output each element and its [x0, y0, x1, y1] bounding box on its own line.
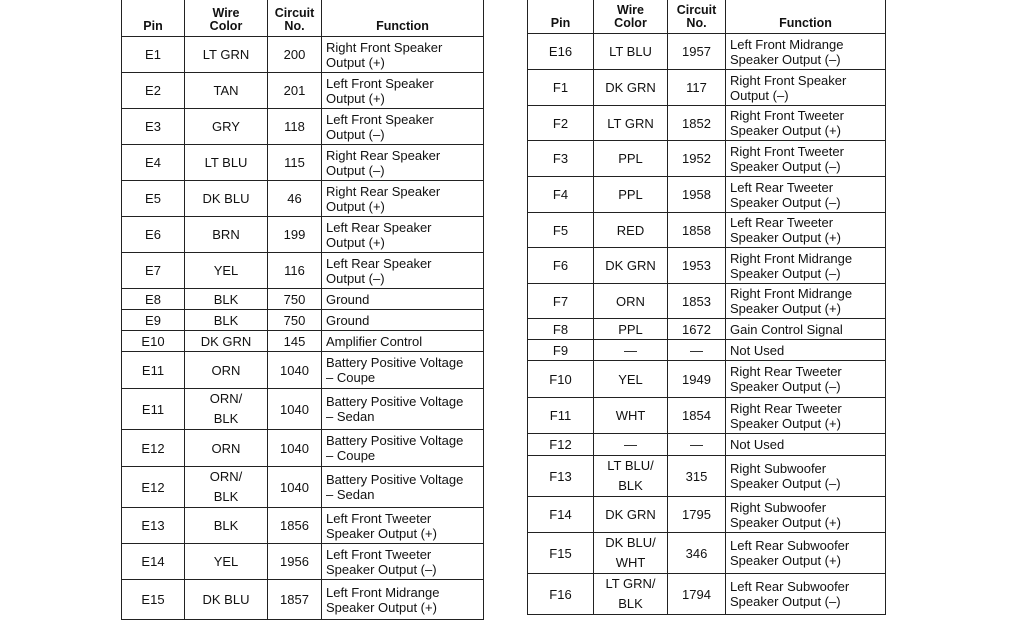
header-function: Function — [322, 0, 484, 37]
pin-cell: E5 — [122, 181, 185, 217]
circuit-cell: 750 — [268, 289, 322, 310]
function-cell: Right Subwoofer Speaker Output (–) — [726, 456, 886, 497]
table-row — [528, 248, 886, 284]
circuit-cell: 1956 — [268, 544, 322, 580]
circuit-cell: 1856 — [268, 508, 322, 544]
circuit-cell: 315 — [668, 456, 726, 497]
function-cell: Left Rear Speaker Output (–) — [322, 253, 484, 289]
wire-color-cell: BLK — [185, 310, 268, 331]
pin-cell: F5 — [528, 213, 594, 248]
circuit-cell: 346 — [668, 533, 726, 574]
header-circuit-no — [668, 0, 726, 34]
wire-color-cell: ORN — [185, 352, 268, 389]
pin-table-left — [121, 0, 484, 620]
table-row — [528, 434, 886, 456]
header-function: Function — [726, 0, 886, 34]
function-cell: Not Used — [726, 434, 886, 456]
function-cell: Battery Positive Voltage – Sedan — [322, 389, 484, 430]
table-row — [528, 319, 886, 340]
table-row — [122, 217, 484, 253]
table-row — [528, 141, 886, 177]
table-row — [528, 361, 886, 398]
circuit-cell: 1957 — [668, 34, 726, 70]
circuit-cell: 116 — [268, 253, 322, 289]
table-row — [528, 213, 886, 248]
function-cell: Left Front Speaker Output (+) — [322, 73, 484, 109]
circuit-cell: 201 — [268, 73, 322, 109]
header-wire-line-1: Wire — [617, 3, 644, 17]
pin-cell: F8 — [528, 319, 594, 340]
function-cell: Right Rear Speaker Output (–) — [322, 145, 484, 181]
wire-color-cell: DK GRN — [594, 70, 668, 106]
function-cell: Right Subwoofer Speaker Output (+) — [726, 497, 886, 533]
function-cell: Right Front Tweeter Speaker Output (+) — [726, 106, 886, 141]
header-wire-line-1: Wire — [212, 6, 240, 20]
pin-cell: E12 — [122, 430, 185, 467]
header-wire-line-2: Color — [614, 16, 647, 30]
pin-cell: E13 — [122, 508, 185, 544]
header-circuit-line-2: No. — [284, 19, 305, 33]
pin-cell: F13 — [528, 456, 594, 497]
header-wire-color — [185, 0, 268, 37]
pin-cell: E9 — [122, 310, 185, 331]
circuit-cell: 1853 — [668, 284, 726, 319]
wire-color-cell: DK GRN — [594, 248, 668, 284]
function-cell: Right Front Speaker Output (+) — [322, 37, 484, 73]
function-cell: Right Front Speaker Output (–) — [726, 70, 886, 106]
circuit-cell: 1794 — [668, 574, 726, 615]
table-row — [528, 177, 886, 213]
pin-cell: E8 — [122, 289, 185, 310]
table-row — [122, 389, 484, 430]
pin-cell: E7 — [122, 253, 185, 289]
pin-cell: F2 — [528, 106, 594, 141]
function-cell: Left Front Midrange Speaker Output (–) — [726, 34, 886, 70]
function-cell: Left Front Tweeter Speaker Output (+) — [322, 508, 484, 544]
pin-cell: F11 — [528, 398, 594, 434]
wire-color-cell: TAN — [185, 73, 268, 109]
pin-cell: E11 — [122, 389, 185, 430]
table-row — [122, 37, 484, 73]
table-row — [528, 284, 886, 319]
function-cell: Left Rear Speaker Output (+) — [322, 217, 484, 253]
pin-cell: F16 — [528, 574, 594, 615]
function-cell: Right Rear Tweeter Speaker Output (–) — [726, 361, 886, 398]
wire-color-cell: PPL — [594, 141, 668, 177]
circuit-cell: 199 — [268, 217, 322, 253]
table-row — [122, 109, 484, 145]
function-cell: Left Rear Tweeter Speaker Output (–) — [726, 177, 886, 213]
circuit-cell: 1854 — [668, 398, 726, 434]
wire-color-cell: PPL — [594, 319, 668, 340]
circuit-cell: 200 — [268, 37, 322, 73]
table-row — [122, 544, 484, 580]
wire-color-cell: LT BLU — [185, 145, 268, 181]
circuit-cell: 1795 — [668, 497, 726, 533]
wire-color-cell: LT GRN — [185, 37, 268, 73]
circuit-cell: — — [668, 340, 726, 361]
pin-cell: F10 — [528, 361, 594, 398]
pin-cell: E16 — [528, 34, 594, 70]
circuit-cell: 145 — [268, 331, 322, 352]
wire-color-cell: YEL — [594, 361, 668, 398]
wire-color-cell: LT BLU — [594, 34, 668, 70]
function-cell: Left Rear Subwoofer Speaker Output (+) — [726, 533, 886, 574]
circuit-cell: — — [668, 434, 726, 456]
circuit-cell: 46 — [268, 181, 322, 217]
header-circuit-line-1: Circuit — [676, 3, 717, 17]
pin-cell: E2 — [122, 73, 185, 109]
wire-color-cell: — — [594, 434, 668, 456]
function-cell: Battery Positive Voltage – Coupe — [322, 430, 484, 467]
function-cell: Left Front Tweeter Speaker Output (–) — [322, 544, 484, 580]
wire-color-cell: ORN — [594, 284, 668, 319]
wire-color-cell: DK GRN — [185, 331, 268, 352]
wire-color-cell: LT GRN — [594, 106, 668, 141]
circuit-cell: 1952 — [668, 141, 726, 177]
pin-cell: E10 — [122, 331, 185, 352]
wire-color-cell: WHT — [594, 398, 668, 434]
circuit-cell: 1852 — [668, 106, 726, 141]
pin-cell: E14 — [122, 544, 185, 580]
circuit-cell: 1040 — [268, 467, 322, 508]
table-row — [528, 340, 886, 361]
header-circuit-line-2: No. — [686, 16, 707, 30]
pin-cell: E3 — [122, 109, 185, 145]
table-row — [122, 73, 484, 109]
wire-color-cell: ORN/ BLK — [185, 389, 268, 430]
circuit-cell: 1040 — [268, 389, 322, 430]
table-row — [528, 70, 886, 106]
table-row — [122, 289, 484, 310]
pin-cell: F7 — [528, 284, 594, 319]
wire-color-cell: BLK — [185, 508, 268, 544]
wire-color-cell: ORN — [185, 430, 268, 467]
pin-cell: F15 — [528, 533, 594, 574]
circuit-cell: 1958 — [668, 177, 726, 213]
pin-cell: F9 — [528, 340, 594, 361]
table-row — [528, 106, 886, 141]
function-cell: Battery Positive Voltage – Coupe — [322, 352, 484, 389]
table-row — [528, 533, 886, 574]
circuit-cell: 1040 — [268, 430, 322, 467]
function-cell: Right Front Tweeter Speaker Output (–) — [726, 141, 886, 177]
function-cell: Not Used — [726, 340, 886, 361]
wire-color-cell: DK GRN — [594, 497, 668, 533]
function-cell: Battery Positive Voltage – Sedan — [322, 467, 484, 508]
table-row — [528, 497, 886, 533]
function-cell: Left Front Speaker Output (–) — [322, 109, 484, 145]
circuit-cell: 117 — [668, 70, 726, 106]
table-row — [122, 352, 484, 389]
table-header-row — [122, 0, 484, 37]
pin-table-left-body — [122, 37, 484, 620]
wire-color-cell: RED — [594, 213, 668, 248]
wire-color-cell: LT BLU/ BLK — [594, 456, 668, 497]
wire-color-cell: — — [594, 340, 668, 361]
pin-cell: F12 — [528, 434, 594, 456]
pin-cell: F1 — [528, 70, 594, 106]
circuit-cell: 1672 — [668, 319, 726, 340]
table-row — [122, 181, 484, 217]
pin-cell: E12 — [122, 467, 185, 508]
pin-cell: E11 — [122, 352, 185, 389]
function-cell: Amplifier Control — [322, 331, 484, 352]
function-cell: Right Front Midrange Speaker Output (–) — [726, 248, 886, 284]
header-circuit-no — [268, 0, 322, 37]
pin-cell: E4 — [122, 145, 185, 181]
table-row — [528, 574, 886, 615]
circuit-cell: 115 — [268, 145, 322, 181]
pin-cell: F14 — [528, 497, 594, 533]
table-row — [122, 145, 484, 181]
wire-color-cell: ORN/ BLK — [185, 467, 268, 508]
function-cell: Gain Control Signal — [726, 319, 886, 340]
header-circuit-line-1: Circuit — [274, 6, 315, 20]
wire-color-cell: PPL — [594, 177, 668, 213]
function-cell: Ground — [322, 289, 484, 310]
wire-color-cell: BRN — [185, 217, 268, 253]
header-wire-color — [594, 0, 668, 34]
wire-color-cell: YEL — [185, 544, 268, 580]
wire-color-cell: GRY — [185, 109, 268, 145]
table-row — [122, 508, 484, 544]
circuit-cell: 1953 — [668, 248, 726, 284]
table-row — [122, 253, 484, 289]
circuit-cell: 750 — [268, 310, 322, 331]
table-row — [122, 430, 484, 467]
table-row — [122, 310, 484, 331]
pin-cell: E1 — [122, 37, 185, 73]
header-pin: Pin — [122, 0, 185, 37]
pin-cell: F6 — [528, 248, 594, 284]
function-cell: Ground — [322, 310, 484, 331]
wire-color-cell: DK BLU — [185, 181, 268, 217]
pin-cell: F4 — [528, 177, 594, 213]
circuit-cell: 1949 — [668, 361, 726, 398]
pin-cell: E6 — [122, 217, 185, 253]
function-cell: Right Rear Tweeter Speaker Output (+) — [726, 398, 886, 434]
wire-color-cell: LT GRN/ BLK — [594, 574, 668, 615]
header-pin: Pin — [528, 0, 594, 34]
function-cell: Right Front Midrange Speaker Output (+) — [726, 284, 886, 319]
header-wire-line-2: Color — [209, 19, 243, 33]
table-header-row — [528, 0, 886, 34]
table-row — [122, 331, 484, 352]
circuit-cell: 1857 — [268, 580, 322, 620]
function-cell: Left Rear Tweeter Speaker Output (+) — [726, 213, 886, 248]
pin-table-right — [527, 0, 886, 615]
wire-color-cell: BLK — [185, 289, 268, 310]
pin-table-right-body — [528, 34, 886, 615]
table-row — [122, 467, 484, 508]
pin-cell: E15 — [122, 580, 185, 620]
wire-color-cell: YEL — [185, 253, 268, 289]
circuit-cell: 1858 — [668, 213, 726, 248]
wire-color-cell: DK BLU/ WHT — [594, 533, 668, 574]
table-row — [528, 398, 886, 434]
function-cell: Right Rear Speaker Output (+) — [322, 181, 484, 217]
table-row — [528, 456, 886, 497]
circuit-cell: 1040 — [268, 352, 322, 389]
pin-cell: F3 — [528, 141, 594, 177]
function-cell: Left Front Midrange Speaker Output (+) — [322, 580, 484, 620]
circuit-cell: 118 — [268, 109, 322, 145]
function-cell: Left Rear Subwoofer Speaker Output (–) — [726, 574, 886, 615]
table-row — [528, 34, 886, 70]
wire-color-cell: DK BLU — [185, 580, 268, 620]
